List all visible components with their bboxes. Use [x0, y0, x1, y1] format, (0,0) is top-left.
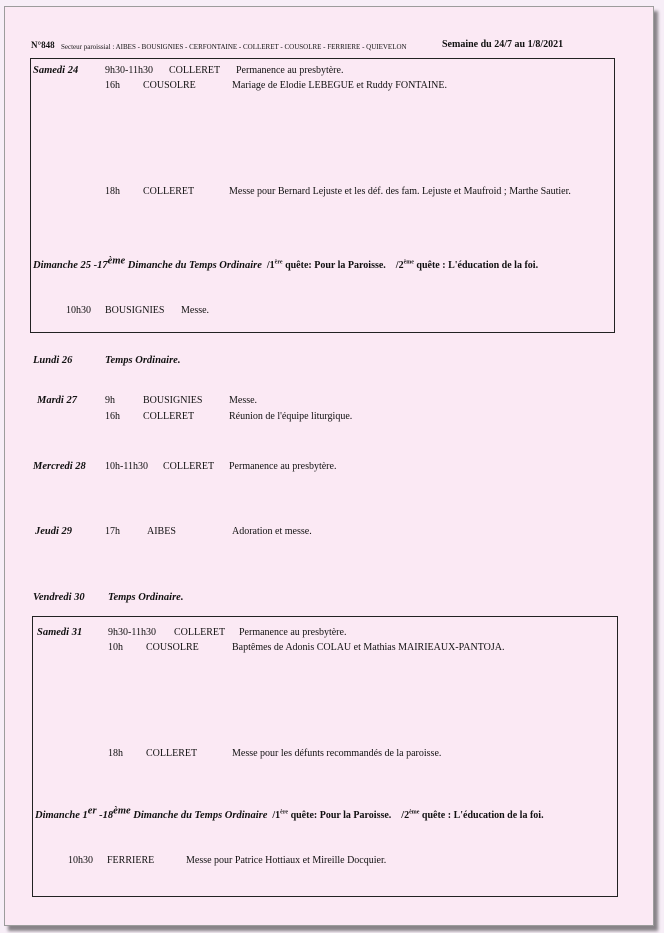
event-place: COLLERET [174, 627, 226, 638]
bulletin-page [4, 6, 654, 926]
event-place: BOUSIGNIES [143, 395, 203, 406]
event-description: Permanence au presbytère. [229, 461, 337, 472]
event-description: Messe. [229, 395, 258, 406]
event-place: COLLERET [163, 461, 215, 472]
day-note: Temps Ordinaire. [108, 592, 184, 603]
event-time: 9h30-11h30 [105, 65, 153, 76]
day-mercredi-28: Mercredi 28 [33, 461, 86, 472]
event-time: 16h [105, 80, 120, 91]
event-description: Messe pour Patrice Hottiaux et Mireille Docquier. [186, 855, 387, 866]
event-description: Messe pour les défunts recommandés de la paroisse. [232, 748, 442, 759]
event-description: Baptêmes de Adonis COLAU et Mathias MAIRIEAUX-PANTOJA. [232, 642, 505, 653]
event-place: COLLERET [143, 411, 195, 422]
day-jeudi-29: Jeudi 29 [35, 526, 73, 537]
event-time: 18h [108, 748, 123, 759]
event-place: COLLERET [143, 186, 195, 197]
event-place: COLLERET [169, 65, 221, 76]
event-place: FERRIERE [107, 855, 155, 866]
event-place: AIBES [147, 526, 176, 537]
day-samedi-24: Samedi 24 [33, 65, 79, 76]
event-place: COUSOLRE [146, 642, 199, 653]
event-time: 16h [105, 411, 120, 422]
event-description: Permanence au presbytère. [239, 627, 347, 638]
event-time: 18h [105, 186, 120, 197]
event-time: 10h-11h30 [105, 461, 148, 472]
sector-label: Secteur paroissial : AIBES - BOUSIGNIES - CERFONTAINE - COLLERET - COUSOLRE - FERRIERE - QUIEVELON [61, 43, 407, 51]
event-time: 10h30 [66, 305, 91, 316]
sunday-25-line: Dimanche 25 -17ème Dimanche du Temps Ordinaire /1ère quête: Pour la Paroisse. /2ème quête : L'éducation de la foi. [33, 255, 539, 271]
event-time: 17h [105, 526, 120, 537]
day-note: Temps Ordinaire. [105, 355, 181, 366]
event-time: 10h30 [68, 855, 93, 866]
day-lundi-26: Lundi 26 [33, 355, 73, 366]
event-time: 9h [105, 395, 115, 406]
event-description: Réunion de l'équipe liturgique. [229, 411, 353, 422]
day-samedi-31: Samedi 31 [37, 627, 83, 638]
event-description: Mariage de Elodie LEBEGUE et Ruddy FONTAINE. [232, 80, 447, 91]
day-vendredi-30: Vendredi 30 [33, 592, 85, 603]
event-time: 9h30-11h30 [108, 627, 156, 638]
event-description: Messe pour Bernard Lejuste et les déf. des fam. Lejuste et Maufroid ; Marthe Sautier. [229, 186, 571, 197]
event-time: 10h [108, 642, 123, 653]
event-place: COUSOLRE [143, 80, 196, 91]
event-description: Messe. [181, 305, 210, 316]
bulletin-number: N°848 [31, 40, 55, 50]
event-place: BOUSIGNIES [105, 305, 165, 316]
day-mardi-27: Mardi 27 [37, 395, 77, 406]
event-description: Adoration et messe. [232, 526, 312, 537]
sunday-1-line: Dimanche 1er -18ème Dimanche du Temps Ordinaire /1ère quête: Pour la Paroisse. /2ème quête : L'éducation de la foi. [35, 805, 544, 821]
event-place: COLLERET [146, 748, 198, 759]
week-range: Semaine du 24/7 au 1/8/2021 [442, 39, 564, 50]
event-description: Permanence au presbytère. [236, 65, 344, 76]
